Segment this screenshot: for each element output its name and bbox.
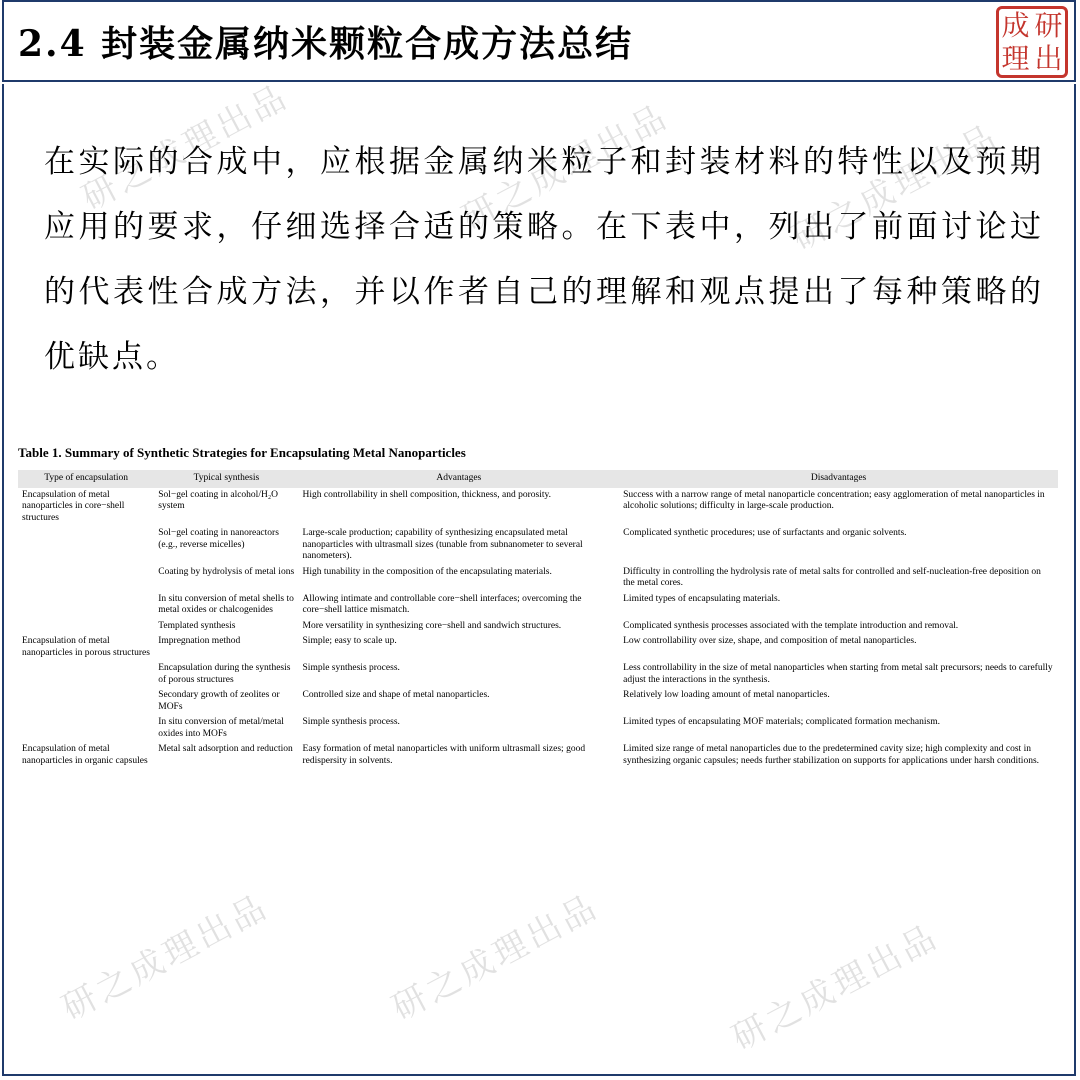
- table-cell: Secondary growth of zeolites or MOFs: [158, 690, 280, 712]
- table-cell: [18, 619, 154, 635]
- table-cell: Easy formation of metal nanoparticles with uniform ultrasmall sizes; good redispersity in solvents.: [302, 744, 586, 766]
- watermark: 研之成理出品: [75, 76, 296, 219]
- table-row: [18, 526, 1058, 565]
- table-cell: Less controllability in the size of metal nanoparticles when starting from metal salt precursors; needs to carefully adjust the interactions in the synthesis.: [623, 663, 1053, 685]
- summary-table: [18, 470, 1058, 769]
- table-cell: Simple; easy to scale up.: [302, 636, 397, 646]
- watermark: 研之成理出品: [455, 96, 676, 239]
- watermark: 研之成理出品: [725, 916, 946, 1059]
- table-cell: Encapsulation of metal nanoparticles in core−shell structures: [22, 489, 125, 523]
- table-caption: Table 1. Summary of Synthetic Strategies for Encapsulating Metal Nanoparticles: [18, 445, 466, 460]
- table-cell: Complicated synthetic procedures; use of surfactants and organic solvents.: [623, 528, 907, 538]
- table-row: [18, 688, 1058, 715]
- column-header: Type of encapsulation: [18, 470, 154, 488]
- table-cell: High tunability in the composition of the encapsulating materials.: [302, 566, 552, 577]
- table-cell: In situ conversion of metal/metal oxides into MOFs: [158, 717, 284, 739]
- table-cell: Coating by hydrolysis of metal ions: [158, 566, 295, 577]
- table-cell: Impregnation method: [158, 636, 241, 646]
- column-header: Typical synthesis: [154, 470, 298, 488]
- table-cell: Large-scale production; capability of synthesizing encapsulated metal nanoparticles with ultrasmall sizes (tunable from subnanometer to several nanometers).: [302, 528, 583, 561]
- table-cell: Encapsulation of metal nanoparticles in porous structures: [22, 636, 150, 658]
- seal-char: 成: [1001, 8, 1030, 42]
- seal-char: 研: [1034, 8, 1063, 42]
- table-cell: Complicated synthesis processes associated with the template introduction and removal.: [623, 620, 959, 631]
- table-cell: More versatility in synthesizing core−shell and sandwich structures.: [302, 620, 562, 631]
- table-row: [18, 565, 1058, 592]
- table-cell: Allowing intimate and controllable core−shell interfaces; overcoming the core−shell lattice mismatch.: [302, 593, 582, 615]
- table-cell: [18, 592, 154, 619]
- table-cell: Limited size range of metal nanoparticles due to the predetermined cavity size; high complexity and cost in synthesizing organic capsules; needs further stabilization on supports for applications under harsh conditions.: [623, 744, 1040, 766]
- table-cell: High controllability in shell composition, thickness, and porosity.: [302, 489, 551, 500]
- table-cell: Relatively low loading amount of metal nanoparticles.: [623, 690, 830, 700]
- table-row: [18, 592, 1058, 619]
- column-header: Disadvantages: [619, 470, 1058, 488]
- table-header-row: [18, 470, 1058, 488]
- table-cell: Simple synthesis process.: [302, 717, 400, 727]
- table-cell: Low controllability over size, shape, and composition of metal nanoparticles.: [623, 636, 917, 646]
- table-cell: Sol−gel coating in alcohol/H₂O system: [158, 489, 278, 511]
- seal-char: 出: [1034, 41, 1063, 75]
- table-cell: [18, 715, 154, 742]
- table-cell: [18, 688, 154, 715]
- table-row: [18, 715, 1058, 742]
- table-cell: Controlled size and shape of metal nanoparticles.: [302, 690, 490, 700]
- intro-paragraph: 在实际的合成中，应根据金属纳米粒子和封装材料的特性以及预期应用的要求，仔细选择合适的策略。在下表中，列出了前面讨论过的代表性合成方法，并以作者自己的理解和观点提出了每种策略的优缺点。: [44, 144, 1044, 375]
- page-title: 2.4 封装金属纳米颗粒合成方法总结: [18, 23, 634, 65]
- table-cell: Metal salt adsorption and reduction: [158, 744, 293, 754]
- watermark: 研之成理出品: [785, 116, 1006, 259]
- table-cell: Sol−gel coating in nanoreactors (e.g., reverse micelles): [158, 528, 279, 550]
- title-bar: [2, 0, 1076, 82]
- table-cell: Difficulty in controlling the hydrolysis rate of metal salts for controlled and self-nucleation-free deposition on the metal cores.: [623, 566, 1041, 588]
- column-header: Advantages: [299, 470, 620, 488]
- table-cell: [18, 565, 154, 592]
- table-cell: Limited types of encapsulating MOF materials; complicated formation mechanism.: [623, 717, 940, 727]
- seal-char: 理: [1001, 41, 1030, 75]
- table-cell: [18, 661, 154, 688]
- table-row: [18, 634, 1058, 661]
- table-row: [18, 742, 1058, 769]
- table-row: [18, 661, 1058, 688]
- table-cell: Encapsulation during the synthesis of porous structures: [158, 663, 291, 685]
- table-cell: Success with a narrow range of metal nanoparticle concentration; easy agglomeration of metal nanoparticles in alcoholic solutions; difficulty in large-scale production.: [623, 489, 1045, 511]
- watermark: 研之成理出品: [385, 886, 606, 1029]
- table-row: [18, 619, 1058, 635]
- table-cell: Limited types of encapsulating materials.: [623, 593, 781, 604]
- table-cell: [18, 526, 154, 565]
- table-cell: Templated synthesis: [158, 620, 236, 631]
- table-row: [18, 488, 1058, 527]
- table-cell: In situ conversion of metal shells to metal oxides or chalcogenides: [158, 593, 294, 615]
- table-cell: Simple synthesis process.: [302, 663, 400, 673]
- logo-seal: [996, 6, 1068, 78]
- watermark: 研之成理出品: [55, 886, 276, 1029]
- table-cell: Encapsulation of metal nanoparticles in organic capsules: [22, 744, 148, 766]
